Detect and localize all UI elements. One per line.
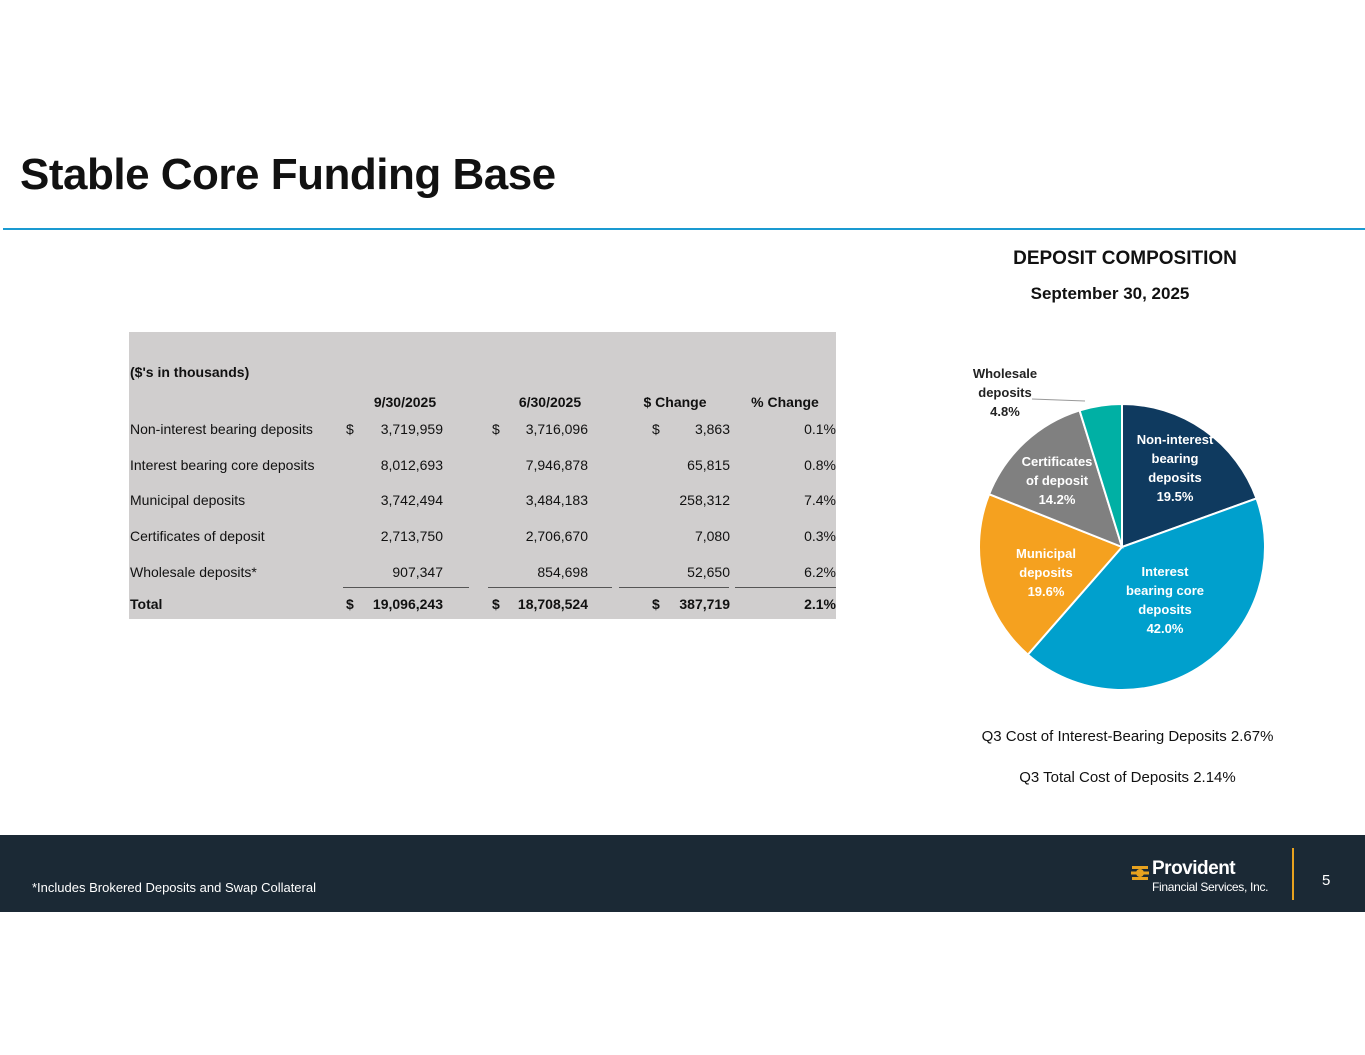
row-label-non-interest: Non-interest bearing deposits (130, 421, 313, 437)
cell-percent: 6.2% (804, 564, 836, 580)
total-rule (343, 587, 469, 588)
header-dollar-change: $ Change (643, 394, 707, 410)
currency-symbol: $ (492, 596, 500, 612)
cell-percent: 0.8% (804, 457, 836, 473)
cell-change: 258,312 (679, 492, 730, 508)
header-q2-2025: 6/30/2025 (518, 394, 582, 410)
total-q3: 19,096,243 (372, 596, 443, 612)
cell-q3: 907,347 (392, 564, 443, 580)
cell-q3: 3,719,959 (380, 421, 443, 437)
row-label-wholesale: Wholesale deposits* (130, 564, 257, 580)
header-q3-2025: 9/30/2025 (373, 394, 437, 410)
row-label-total: Total (130, 596, 163, 612)
page-title: Stable Core Funding Base (20, 150, 556, 199)
currency-symbol: $ (492, 421, 500, 437)
total-cost-note: Q3 Total Cost of Deposits 2.14% (1019, 769, 1236, 786)
units-label: ($'s in thousands) (130, 364, 250, 380)
total-change: 387,719 (679, 596, 730, 612)
logo-wordmark: Provident (1152, 858, 1236, 879)
total-rule (488, 587, 612, 588)
provident-logo-icon (1131, 864, 1149, 882)
row-label-interest-bearing: Interest bearing core deposits (130, 457, 315, 473)
cell-q2: 3,716,096 (525, 421, 588, 437)
pie-label-2: Interest bearing core deposits 42.0% (1125, 564, 1205, 636)
cell-q3: 8,012,693 (380, 457, 443, 473)
cell-q3: 2,713,750 (380, 528, 443, 544)
currency-symbol: $ (652, 596, 660, 612)
cell-change: 3,863 (694, 421, 730, 437)
cell-percent: 7.4% (804, 492, 836, 508)
total-q2: 18,708,524 (517, 596, 588, 612)
row-label-certificates: Certificates of deposit (130, 528, 265, 544)
cost-interest-bearing-note: Q3 Cost of Interest-Bearing Deposits 2.67% (981, 728, 1274, 745)
total-rule (735, 587, 836, 588)
footnote: *Includes Brokered Deposits and Swap Collateral (32, 880, 316, 895)
total-percent: 2.1% (804, 596, 836, 612)
cell-q2: 7,946,878 (525, 457, 588, 473)
cell-percent: 0.3% (804, 528, 836, 544)
wholesale-leader-line (1032, 399, 1085, 401)
currency-symbol: $ (346, 596, 354, 612)
cell-q2: 854,698 (537, 564, 588, 580)
title-divider (3, 228, 1365, 230)
pie-label-5: Wholesale deposits 4.8% (972, 366, 1038, 419)
provident-logo (1131, 858, 1291, 902)
footer-bar (0, 835, 1365, 912)
chart-title: DEPOSIT COMPOSITION (1013, 248, 1237, 269)
cell-percent: 0.1% (804, 421, 836, 437)
currency-symbol: $ (346, 421, 354, 437)
pie-label-1: Non-interest bearing deposits 19.5% (1136, 432, 1214, 504)
total-rule (619, 587, 729, 588)
deposit-pie-chart (960, 350, 1300, 700)
chart-subtitle: September 30, 2025 (1030, 284, 1190, 303)
cell-q2: 2,706,670 (525, 528, 588, 544)
footer-divider (1292, 848, 1294, 900)
cell-change: 7,080 (694, 528, 730, 544)
pie-label-3: Municipal deposits 19.6% (1016, 546, 1076, 599)
cell-change: 52,650 (687, 564, 730, 580)
cell-q3: 3,742,494 (380, 492, 443, 508)
currency-symbol: $ (652, 421, 660, 437)
logo-subtitle: Financial Services, Inc. (1152, 880, 1269, 894)
pie-label-4: Certificates of deposit 14.2% (1021, 454, 1093, 507)
cell-change: 65,815 (687, 457, 730, 473)
header-percent-change: % Change (751, 394, 819, 410)
page-number: 5 (1322, 872, 1331, 889)
cell-q2: 3,484,183 (525, 492, 588, 508)
row-label-municipal: Municipal deposits (130, 492, 246, 508)
